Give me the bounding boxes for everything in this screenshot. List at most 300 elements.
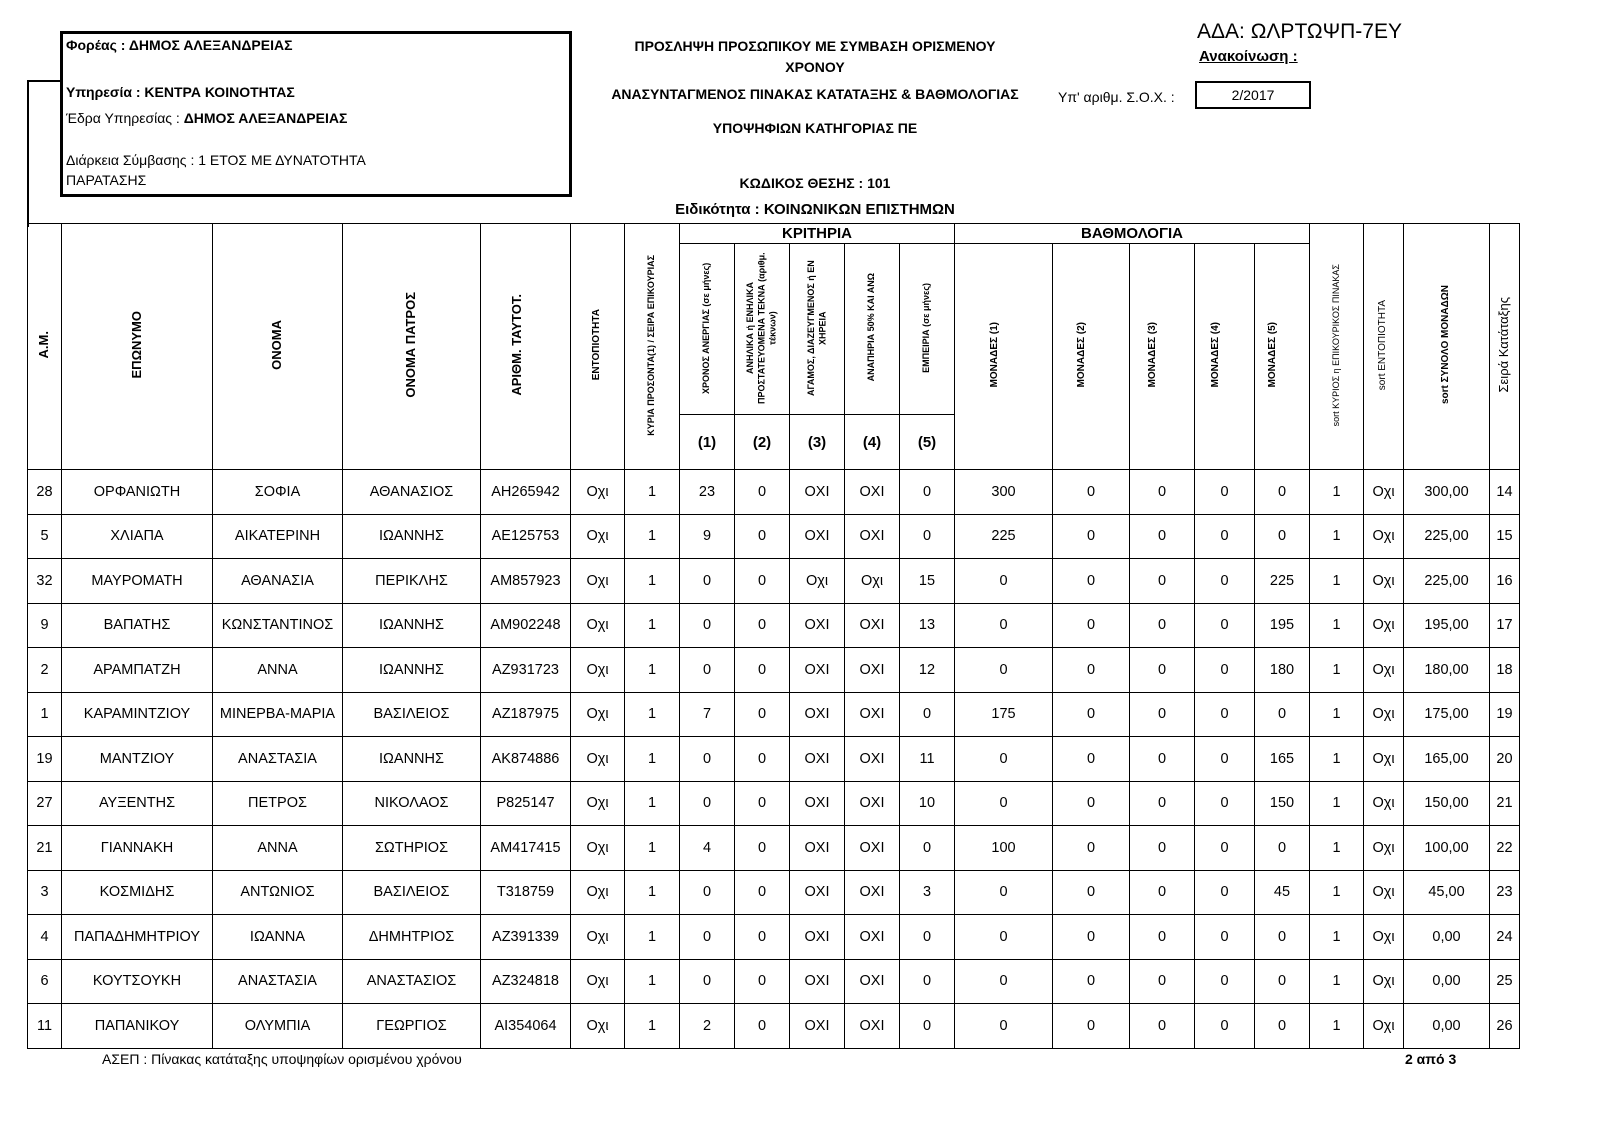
table-cell: 0 (1195, 514, 1255, 559)
table-cell: 1 (625, 870, 680, 915)
table-cell: ΑΝΝΑ (213, 648, 343, 693)
header-m3: ΜΟΝΑΔΕΣ (3) (1130, 244, 1195, 470)
table-cell: 28 (28, 470, 62, 515)
table-cell: Οχι (1364, 915, 1404, 960)
table-cell: 1 (625, 692, 680, 737)
table-cell: ΟΧΙ (845, 826, 900, 871)
table-cell: 0 (680, 870, 735, 915)
table-cell: 0 (1255, 692, 1310, 737)
table-row (28, 959, 1520, 1004)
header-main: ΚΥΡΙΑ ΠΡΟΣΟΝΤΑ(1) / ΣΕΙΡΑ ΕΠΙΚΟΥΡΙΑΣ (625, 224, 680, 470)
table-cell: Οχι (790, 559, 845, 604)
table-cell: 15 (900, 559, 955, 604)
title-line3: ΑΝΑΣΥΝΤΑΓΜΕΝΟΣ ΠΙΝΑΚΑΣ ΚΑΤΑΤΑΞΗΣ & ΒΑΘΜΟΛΟΓΙΑΣ (611, 86, 1019, 102)
table-cell: ΠΑΠΑΔΗΜΗΤΡΙΟΥ (62, 915, 213, 960)
table-cell: Οχι (571, 559, 625, 604)
table-cell: 0 (1130, 648, 1195, 693)
table-cell: 0 (1130, 870, 1195, 915)
table-cell: ΚΟΥΤΣΟΥΚΗ (62, 959, 213, 1004)
table-cell: 0 (1053, 648, 1130, 693)
table-cell: 9 (28, 603, 62, 648)
table-cell: 0 (735, 648, 790, 693)
table-cell: ΟΧΙ (790, 514, 845, 559)
table-cell: 0 (1195, 826, 1255, 871)
table-cell: Οχι (1364, 648, 1404, 693)
header-m5: ΜΟΝΑΔΕΣ (5) (1255, 244, 1310, 470)
table-cell: 1 (1310, 737, 1364, 782)
table-cell: 18 (1490, 648, 1520, 693)
table-cell: 0,00 (1404, 959, 1490, 1004)
table-cell: ΑΡΑΜΠΑΤΖΗ (62, 648, 213, 693)
table-cell: 1 (1310, 1004, 1364, 1049)
table-cell: 1 (1310, 959, 1364, 1004)
table-cell: ΟΧΙ (845, 915, 900, 960)
table-cell: 15 (1490, 514, 1520, 559)
table-cell: 0 (1053, 1004, 1130, 1049)
table-cell: ΟΛΥΜΠΙΑ (213, 1004, 343, 1049)
table-cell: 1 (625, 514, 680, 559)
sox-label: Υπ' αριθμ. Σ.Ο.Χ. : (1058, 89, 1175, 105)
table-cell: 0 (1053, 603, 1130, 648)
table-cell: 0 (1130, 959, 1195, 1004)
table-cell: ΓΕΩΡΓΙΟΣ (343, 1004, 481, 1049)
table-cell: 0 (1195, 603, 1255, 648)
table-cell: ΟΧΙ (790, 737, 845, 782)
table-cell: Οχι (1364, 692, 1404, 737)
title-line1: ΠΡΟΣΛΗΨΗ ΠΡΟΣΩΠΙΚΟΥ ΜΕ ΣΥΜΒΑΣΗ ΟΡΙΣΜΕΝΟΥ (634, 38, 996, 54)
table-cell: 11 (900, 737, 955, 782)
table-cell: 225,00 (1404, 514, 1490, 559)
table-cell: 0 (680, 603, 735, 648)
specialty: Ειδικότητα : ΚΟΙΝΩΝΙΚΩΝ ΕΠΙΣΤΗΜΩΝ (675, 201, 955, 218)
table-cell: 27 (28, 781, 62, 826)
table-cell: ΟΧΙ (845, 1004, 900, 1049)
table-cell: 0 (1053, 870, 1130, 915)
table-cell: ΣΩΤΗΡΙΟΣ (343, 826, 481, 871)
table-cell: ΑΜ902248 (481, 603, 571, 648)
table-row (28, 648, 1520, 693)
table-cell: Τ318759 (481, 870, 571, 915)
table-cell: Οχι (1364, 781, 1404, 826)
header-am: Α.Μ. (28, 224, 62, 470)
table-cell: ΜΑΝΤΖΙΟΥ (62, 737, 213, 782)
table-cell: ΙΩΑΝΝΗΣ (343, 648, 481, 693)
table-cell: ΔΗΜΗΤΡΙΟΣ (343, 915, 481, 960)
table-cell: 165 (1255, 737, 1310, 782)
table-cell: 0 (955, 959, 1053, 1004)
table-cell: 0 (1053, 559, 1130, 604)
table-cell: ΟΧΙ (845, 692, 900, 737)
header-sort-main: sort ΚΥΡΙΟΣ η ΕΠΙΚΟΥΡΙΚΟΣ ΠΙΝΑΚΑΣ (1310, 224, 1364, 470)
header-n3: (3) (790, 415, 845, 470)
table-cell: 0 (1130, 603, 1195, 648)
footer-left: ΑΣΕΠ : Πίνακας κατάταξης υποψηφίων ορισμένου χρόνου (102, 1051, 462, 1067)
table-cell: 19 (1490, 692, 1520, 737)
table-cell: ΙΩΑΝΝΗΣ (343, 737, 481, 782)
table-cell: 0 (1195, 1004, 1255, 1049)
table-cell: ΑΜ417415 (481, 826, 571, 871)
table-cell: 0 (1195, 870, 1255, 915)
table-cell: 1 (1310, 470, 1364, 515)
table-cell: Οχι (1364, 559, 1404, 604)
table-cell: 5 (28, 514, 62, 559)
table-cell: 0 (1255, 1004, 1310, 1049)
table-cell: 7 (680, 692, 735, 737)
table-cell: ΑΚ874886 (481, 737, 571, 782)
header-sort-total: sort ΣΥΝΟΛΟ ΜΟΝΑΔΩΝ (1404, 224, 1490, 470)
table-row (28, 470, 1520, 515)
table-cell: 300,00 (1404, 470, 1490, 515)
table-cell: Οχι (571, 737, 625, 782)
table-cell: ΟΧΙ (845, 514, 900, 559)
table-row (28, 1004, 1520, 1049)
table-cell: 0 (1130, 692, 1195, 737)
header-n2: (2) (735, 415, 790, 470)
header-name: ΟΝΟΜΑ (213, 224, 343, 470)
header-n5: (5) (900, 415, 955, 470)
table-cell: ΝΙΚΟΛΑΟΣ (343, 781, 481, 826)
table-cell: 0 (1053, 781, 1130, 826)
table-cell: 1 (625, 470, 680, 515)
table-cell: 1 (625, 648, 680, 693)
table-cell: 0 (900, 826, 955, 871)
table-cell: ΑΘΑΝΑΣΙΟΣ (343, 470, 481, 515)
header-id: ΑΡΙΘΜ. ΤΑΥΤΟΤ. (481, 224, 571, 470)
header-m1: ΜΟΝΑΔΕΣ (1) (955, 244, 1053, 470)
table-cell: 1 (625, 959, 680, 1004)
table-cell: 1 (1310, 514, 1364, 559)
table-cell: 0 (955, 737, 1053, 782)
table-cell: 0 (1053, 959, 1130, 1004)
table-cell: Οχι (571, 692, 625, 737)
table-cell: ΟΧΙ (790, 692, 845, 737)
table-cell: 0 (1053, 737, 1130, 782)
table-cell: ΟΧΙ (790, 915, 845, 960)
table-cell: 165,00 (1404, 737, 1490, 782)
table-cell: Οχι (1364, 514, 1404, 559)
table-cell: Οχι (571, 870, 625, 915)
table-cell: 22 (1490, 826, 1520, 871)
table-cell: ΑΝΑΣΤΑΣΙΑ (213, 737, 343, 782)
table-cell: 0 (735, 603, 790, 648)
table-cell: 23 (680, 470, 735, 515)
table-cell: 1 (625, 1004, 680, 1049)
table-cell: Οχι (571, 781, 625, 826)
table-cell: 1 (1310, 692, 1364, 737)
table-row (28, 826, 1520, 871)
table-cell: 9 (680, 514, 735, 559)
table-cell: 1 (1310, 603, 1364, 648)
table-cell: 0 (900, 692, 955, 737)
table-cell: ΚΑΡΑΜΙΝΤΖΙΟΥ (62, 692, 213, 737)
table-cell: 26 (1490, 1004, 1520, 1049)
header-m4: ΜΟΝΑΔΕΣ (4) (1195, 244, 1255, 470)
table-cell: ΑΘΑΝΑΣΙΑ (213, 559, 343, 604)
table-cell: 11 (28, 1004, 62, 1049)
ada-code: ΑΔΑ: ΩΛΡΤΩΨΠ-7ΕΥ (1197, 20, 1402, 43)
table-cell: 180,00 (1404, 648, 1490, 693)
table-cell: 25 (1490, 959, 1520, 1004)
table-cell: 150,00 (1404, 781, 1490, 826)
table-cell: 32 (28, 559, 62, 604)
table-cell: 0 (735, 692, 790, 737)
table-cell: 0,00 (1404, 915, 1490, 960)
table-cell: 0 (955, 648, 1053, 693)
table-cell: 0 (735, 514, 790, 559)
table-cell: ΟΧΙ (845, 959, 900, 1004)
table-cell: 19 (28, 737, 62, 782)
table-cell: 1 (625, 915, 680, 960)
table-cell: 0 (1053, 915, 1130, 960)
table-cell: ΓΙΑΝΝΑΚΗ (62, 826, 213, 871)
table-cell: 0 (900, 959, 955, 1004)
table-cell: 225 (1255, 559, 1310, 604)
table-cell: 0 (680, 781, 735, 826)
header-surname: ΕΠΩΝΥΜΟ (62, 224, 213, 470)
table-cell: 1 (1310, 826, 1364, 871)
table-cell: 0 (735, 826, 790, 871)
table-cell: Οχι (1364, 603, 1404, 648)
table-cell: Οχι (571, 1004, 625, 1049)
table-cell: 0 (680, 915, 735, 960)
table-cell: 0 (1255, 959, 1310, 1004)
table-cell: 225 (955, 514, 1053, 559)
table-cell: Οχι (571, 648, 625, 693)
table-cell: 0 (1195, 737, 1255, 782)
header-scoring: ΒΑΘΜΟΛΟΓΙΑ (955, 224, 1310, 244)
table-cell: 14 (1490, 470, 1520, 515)
table-cell: 225,00 (1404, 559, 1490, 604)
table-row (28, 781, 1520, 826)
table-cell: 0 (1130, 915, 1195, 960)
table-cell: 0 (1195, 915, 1255, 960)
header-n4: (4) (845, 415, 900, 470)
table-row (28, 514, 1520, 559)
agency-info-box (60, 31, 572, 197)
table-cell: ΧΛΙΑΠΑ (62, 514, 213, 559)
table-cell: 0 (1130, 781, 1195, 826)
table-cell: ΚΩΝΣΤΑΝΤΙΝΟΣ (213, 603, 343, 648)
table-cell: Οχι (1364, 737, 1404, 782)
table-cell: ΟΧΙ (790, 603, 845, 648)
table-cell: ΟΧΙ (790, 781, 845, 826)
table-cell: 21 (28, 826, 62, 871)
table-cell: 0 (1053, 692, 1130, 737)
table-cell: Οχι (1364, 1004, 1404, 1049)
table-cell: 0 (735, 737, 790, 782)
table-cell: 1 (1310, 559, 1364, 604)
table-cell: ΒΑΠΑΤΗΣ (62, 603, 213, 648)
header-c3: ΑΓΑΜΟΣ, ΔΙΑΖΕΥΓΜΕΝΟΣ ή ΕΝ ΧΗΡΕΙΑ (790, 244, 845, 415)
table-cell: ΟΧΙ (790, 959, 845, 1004)
page-number: 2 από 3 (1405, 1051, 1457, 1067)
table-cell: Οχι (571, 603, 625, 648)
header-criteria: ΚΡΙΤΗΡΙΑ (680, 224, 955, 244)
table-cell: ΙΩΑΝΝΑ (213, 915, 343, 960)
table-cell: 0 (1130, 826, 1195, 871)
table-cell: 24 (1490, 915, 1520, 960)
header-rank: Σειρά Κατάταξης (1490, 224, 1520, 470)
table-cell: 0 (955, 559, 1053, 604)
table-cell: ΑΜ857923 (481, 559, 571, 604)
table-cell: Οχι (571, 826, 625, 871)
table-cell: ΑΖ931723 (481, 648, 571, 693)
announcement-label: Ανακοίνωση : (1199, 48, 1298, 65)
table-cell: ΜΙΝΕΡΒΑ-ΜΑΡΙΑ (213, 692, 343, 737)
table-cell: 45,00 (1404, 870, 1490, 915)
table-cell: Οχι (571, 959, 625, 1004)
header-m2: ΜΟΝΑΔΕΣ (2) (1053, 244, 1130, 470)
table-cell: ΑΗ265942 (481, 470, 571, 515)
table-cell: 0 (1255, 514, 1310, 559)
table-cell: 195 (1255, 603, 1310, 648)
table-cell: 1 (625, 559, 680, 604)
table-cell: ΠΑΠΑΝΙΚΟΥ (62, 1004, 213, 1049)
table-cell: 0 (1195, 470, 1255, 515)
duration: Διάρκεια Σύμβασης : 1 ΕΤΟΣ ΜΕ ΔΥΝΑΤΟΤΗΤΑ (66, 152, 366, 168)
header-sort-local: sort ΕΝΤΟΠΙΟΤΗΤΑ (1364, 224, 1404, 470)
table-cell: ΑΕ125753 (481, 514, 571, 559)
table-cell: ΑΖ187975 (481, 692, 571, 737)
sox-value: 2/2017 (1195, 81, 1311, 109)
table-cell: 0 (1195, 559, 1255, 604)
table-cell: ΟΧΙ (790, 648, 845, 693)
table-cell: 1 (625, 781, 680, 826)
table-cell: 3 (28, 870, 62, 915)
header-c1: ΧΡΟΝΟΣ ΑΝΕΡΓΙΑΣ (σε μήνες) (680, 244, 735, 415)
table-cell: 100 (955, 826, 1053, 871)
table-cell: ΟΧΙ (845, 781, 900, 826)
table-row (28, 603, 1520, 648)
table-cell: ΑΝΑΣΤΑΣΙΑ (213, 959, 343, 1004)
table-cell: ΣΟΦΙΑ (213, 470, 343, 515)
table-cell: 0 (1195, 648, 1255, 693)
table-cell: 0 (900, 470, 955, 515)
table-cell: 2 (680, 1004, 735, 1049)
table-cell: 17 (1490, 603, 1520, 648)
position-code: ΚΩΔΙΚΟΣ ΘΕΣΗΣ : 101 (739, 175, 891, 191)
ranking-table (27, 223, 1520, 1049)
table-cell: 0 (1255, 915, 1310, 960)
table-cell: 3 (900, 870, 955, 915)
table-cell: 6 (28, 959, 62, 1004)
table-cell: 12 (900, 648, 955, 693)
agency: Φορέας : ΔΗΜΟΣ ΑΛΕΞΑΝΔΡΕΙΑΣ (66, 37, 293, 53)
table-cell: 0 (680, 737, 735, 782)
table-cell: Οχι (1364, 959, 1404, 1004)
table-cell: 150 (1255, 781, 1310, 826)
table-row (28, 559, 1520, 604)
table-cell: ΑΝΝΑ (213, 826, 343, 871)
table-cell: 23 (1490, 870, 1520, 915)
table-cell: 1 (625, 603, 680, 648)
header-c4: ΑΝΑΠΗΡΙΑ 50% ΚΑΙ ΑΝΩ (845, 244, 900, 415)
table-cell: ΜΑΥΡΟΜΑΤΗ (62, 559, 213, 604)
table-cell: 300 (955, 470, 1053, 515)
table-cell: Ρ825147 (481, 781, 571, 826)
table-cell: 0 (900, 514, 955, 559)
table-cell: 0 (680, 648, 735, 693)
table-cell: 0 (955, 781, 1053, 826)
service: Υπηρεσία : ΚΕΝΤΡΑ ΚΟΙΝΟΤΗΤΑΣ (66, 84, 295, 100)
header-n1: (1) (680, 415, 735, 470)
table-cell: ΟΧΙ (845, 603, 900, 648)
table-cell: ΟΧΙ (845, 470, 900, 515)
table-cell: ΒΑΣΙΛΕΙΟΣ (343, 870, 481, 915)
duration-cont: ΠΑΡΑΤΑΣΗΣ (66, 172, 147, 188)
table-cell: 195,00 (1404, 603, 1490, 648)
table-cell: Οχι (1364, 870, 1404, 915)
table-row (28, 915, 1520, 960)
table-cell: ΚΟΣΜΙΔΗΣ (62, 870, 213, 915)
table-cell: ΑΖ324818 (481, 959, 571, 1004)
table-cell: Οχι (1364, 826, 1404, 871)
table-row (28, 870, 1520, 915)
table-cell: 16 (1490, 559, 1520, 604)
table-cell: 13 (900, 603, 955, 648)
table-cell: 0 (680, 559, 735, 604)
table-cell: 0 (900, 915, 955, 960)
table-cell: Οχι (845, 559, 900, 604)
table-cell: 21 (1490, 781, 1520, 826)
header-c2: ΑΝΗΛΙΚΑ ή ΕΝΗΛΙΚΑ ΠΡΟΣΤΑΤΕΥΟΜΕΝΑ ΤΕΚΝΑ (αριθμ. τέκνων) (735, 244, 790, 415)
table-cell: 0 (1053, 470, 1130, 515)
table-cell: 180 (1255, 648, 1310, 693)
table-cell: 0 (680, 959, 735, 1004)
table-cell: ΟΧΙ (790, 470, 845, 515)
table-cell: ΟΧΙ (845, 648, 900, 693)
table-cell: 0 (735, 781, 790, 826)
table-cell: Οχι (571, 915, 625, 960)
table-cell: 20 (1490, 737, 1520, 782)
table-cell: ΟΧΙ (790, 1004, 845, 1049)
table-cell: 1 (28, 692, 62, 737)
table-cell: ΙΩΑΝΝΗΣ (343, 514, 481, 559)
table-cell: ΟΧΙ (845, 870, 900, 915)
table-row (28, 737, 1520, 782)
table-cell: 0 (1130, 737, 1195, 782)
table-cell: 1 (1310, 648, 1364, 693)
table-cell: 0 (1130, 470, 1195, 515)
table-cell: 1 (1310, 781, 1364, 826)
table-cell: ΑΖ391339 (481, 915, 571, 960)
table-cell: 175 (955, 692, 1053, 737)
table-cell: ΟΧΙ (790, 870, 845, 915)
table-cell: ΑΙ354064 (481, 1004, 571, 1049)
table-cell: 10 (900, 781, 955, 826)
table-cell: ΑΙΚΑΤΕΡΙΝΗ (213, 514, 343, 559)
table-cell: 0 (900, 1004, 955, 1049)
table-cell: 0,00 (1404, 1004, 1490, 1049)
table-cell: 1 (1310, 915, 1364, 960)
table-cell: ΒΑΣΙΛΕΙΟΣ (343, 692, 481, 737)
table-cell: ΠΕΤΡΟΣ (213, 781, 343, 826)
header-c5: ΕΜΠΕΙΡΙΑ (σε μήνες) (900, 244, 955, 415)
table-cell: 0 (955, 603, 1053, 648)
table-cell: ΟΧΙ (845, 737, 900, 782)
table-cell: 0 (1130, 559, 1195, 604)
table-cell: Οχι (571, 470, 625, 515)
table-cell: 4 (680, 826, 735, 871)
table-cell: 4 (28, 915, 62, 960)
table-cell: ΙΩΑΝΝΗΣ (343, 603, 481, 648)
table-row (28, 692, 1520, 737)
header-father: ΟΝΟΜΑ ΠΑΤΡΟΣ (343, 224, 481, 470)
table-cell: 0 (735, 870, 790, 915)
table-cell: 0 (1053, 514, 1130, 559)
table-cell: 0 (735, 915, 790, 960)
table-cell: 0 (955, 915, 1053, 960)
